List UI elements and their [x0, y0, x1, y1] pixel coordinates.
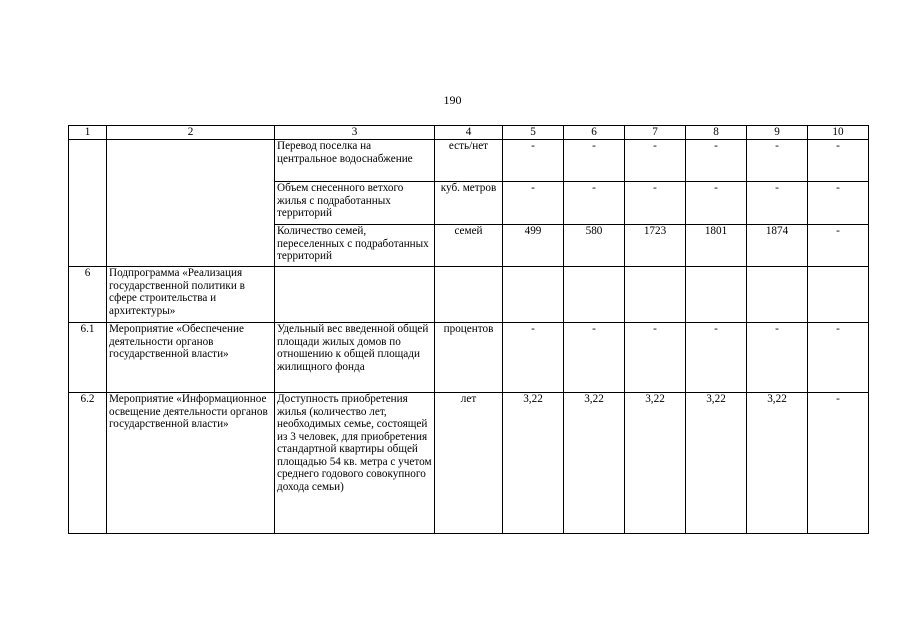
value-cell: 3,22 [625, 393, 686, 534]
value-cell: 1801 [686, 225, 747, 267]
value-cell: - [564, 323, 625, 393]
indicator-cell: Объем снесенного ветхого жилья с подработанных территорий [275, 182, 435, 225]
value-cell: - [503, 182, 564, 225]
value-cell [564, 267, 625, 323]
unit-cell [435, 267, 503, 323]
column-header: 9 [747, 126, 808, 140]
value-cell: - [808, 140, 869, 182]
column-header: 2 [107, 126, 275, 140]
program-name-cell: Подпрограмма «Реализация государственной политики в сфере строительства и архитектуры» [107, 267, 275, 323]
program-name-cell [107, 140, 275, 267]
column-header: 5 [503, 126, 564, 140]
value-cell: - [686, 323, 747, 393]
value-cell: - [808, 323, 869, 393]
indicator-cell: Доступность приобретения жилья (количество лет, необходимых семье, состоящей из 3 человек, для приобретения стандартной квартиры общей площадью 54 кв. метра с учетом среднего годового совокупного дохода семьи) [275, 393, 435, 534]
row-number-cell: 6.2 [69, 393, 107, 534]
row-number-cell: 6 [69, 267, 107, 323]
column-header: 8 [686, 126, 747, 140]
value-cell: - [625, 140, 686, 182]
column-header: 7 [625, 126, 686, 140]
value-cell: - [686, 182, 747, 225]
value-cell: - [625, 323, 686, 393]
value-cell: - [564, 140, 625, 182]
page-number: 190 [443, 93, 462, 107]
value-cell: 1723 [625, 225, 686, 267]
row-number-cell: 6.1 [69, 323, 107, 393]
table-row [69, 323, 869, 393]
row-number-cell [69, 140, 107, 267]
column-header: 1 [69, 126, 107, 140]
value-cell [503, 267, 564, 323]
value-cell: 580 [564, 225, 625, 267]
value-cell [747, 267, 808, 323]
unit-cell: лет [435, 393, 503, 534]
value-cell [625, 267, 686, 323]
value-cell: - [503, 323, 564, 393]
table-row [69, 393, 869, 534]
unit-cell: семей [435, 225, 503, 267]
indicator-cell: Удельный вес введенной общей площади жилых домов по отношению к общей площади жилищного фонда [275, 323, 435, 393]
value-cell: 1874 [747, 225, 808, 267]
value-cell: 3,22 [686, 393, 747, 534]
column-header: 4 [435, 126, 503, 140]
indicator-cell: Количество семей, переселенных с подработанных территорий [275, 225, 435, 267]
value-cell: - [625, 182, 686, 225]
table-header-row [69, 126, 869, 140]
program-name-cell: Мероприятие «Обеспечение деятельности органов государственной власти» [107, 323, 275, 393]
value-cell: - [564, 182, 625, 225]
indicator-cell: Перевод поселка на центральное водоснабжение [275, 140, 435, 182]
indicators-table [68, 125, 869, 534]
value-cell: 3,22 [564, 393, 625, 534]
unit-cell: куб. метров [435, 182, 503, 225]
value-cell: - [808, 393, 869, 534]
table-row [69, 267, 869, 323]
value-cell: - [747, 323, 808, 393]
value-cell: - [503, 140, 564, 182]
column-header: 6 [564, 126, 625, 140]
value-cell [686, 267, 747, 323]
value-cell: 499 [503, 225, 564, 267]
value-cell: - [808, 225, 869, 267]
column-header: 3 [275, 126, 435, 140]
unit-cell: процентов [435, 323, 503, 393]
value-cell: - [747, 140, 808, 182]
indicator-cell [275, 267, 435, 323]
value-cell [808, 267, 869, 323]
column-header: 10 [808, 126, 869, 140]
unit-cell: есть/нет [435, 140, 503, 182]
program-name-cell: Мероприятие «Информационное освещение деятельности органов государственной власти» [107, 393, 275, 534]
value-cell: - [747, 182, 808, 225]
value-cell: - [808, 182, 869, 225]
value-cell: - [686, 140, 747, 182]
value-cell: 3,22 [503, 393, 564, 534]
table-row [69, 140, 869, 182]
value-cell: 3,22 [747, 393, 808, 534]
